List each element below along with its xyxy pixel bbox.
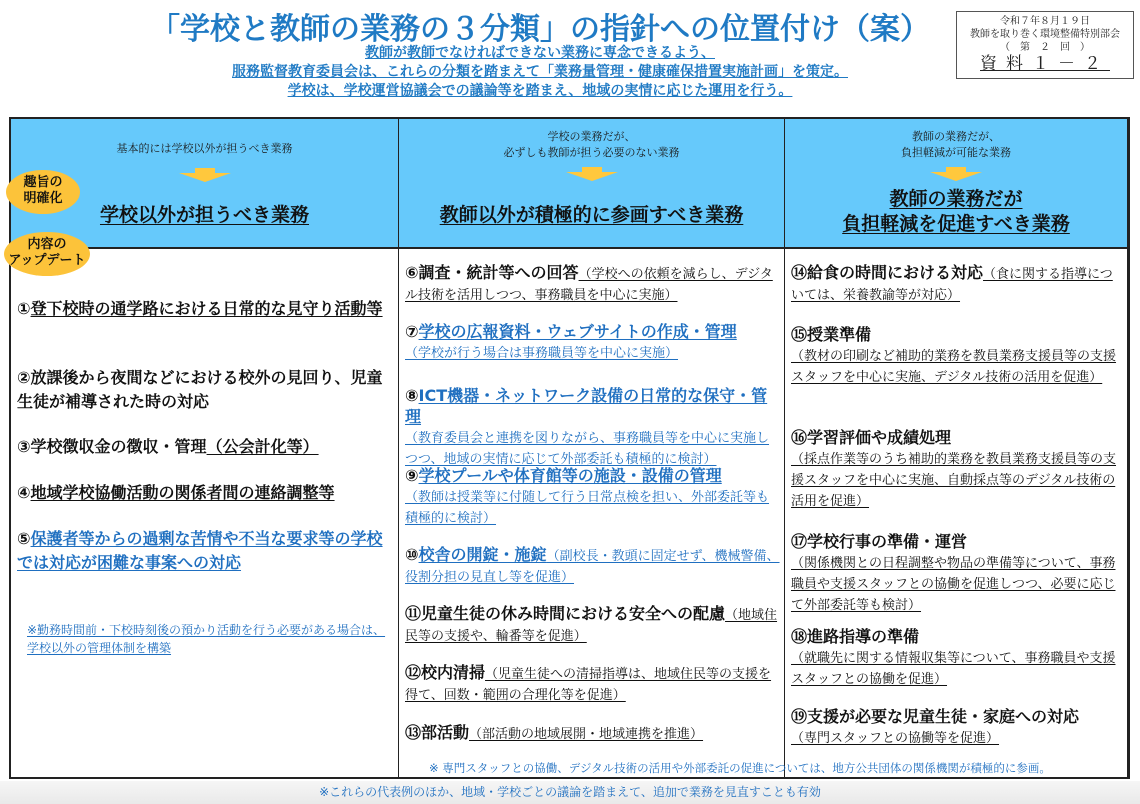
down-arrow-icon	[926, 167, 986, 181]
subtitle-line: 学校は、学校運営協議会での議論等を踏まえ、地域の実情に応じた運用を行う。	[287, 83, 793, 99]
list-item: ⑫校内清掃（児童生徒への清掃指導は、地域住民等の支援を得て、回数・範囲の合理化等を促進）	[405, 663, 772, 703]
list-item: ⑲支援が必要な児童生徒・家庭への対応 （専門スタッフとの協働等を促進）	[791, 707, 1080, 746]
classification-table	[9, 117, 1130, 779]
column-heading: 教師の業務だが 負担軽減を促進すべき業務	[842, 188, 1070, 235]
meta-committee: 教師を取り巻く環境整備特別部会	[970, 29, 1120, 40]
list-item: ⑰学校行事の準備・運営 （関係機関との日程調整や物品の準備等について、事務職員や支援スタッフとの協働を促進しつつ、必要に応じて外部委託等も検討）	[791, 532, 1116, 613]
list-item: ⑪児童生徒の休み時間における安全への配慮（地域住民等の支援や、輪番等を促進）	[405, 604, 778, 644]
column-subheading: 教師の業務だが、	[912, 130, 1000, 143]
list-item: ⑦学校の広報資料・ウェブサイトの作成・管理 （学校が行う場合は事務職員等を中心に実施）	[405, 322, 737, 361]
page-title: 「学校と教師の業務の３分類」の指針への位置付け（案）	[150, 12, 930, 47]
column-non-teacher	[399, 119, 785, 777]
document-meta-box	[956, 11, 1134, 79]
column-subheading: 学校の業務だが、	[547, 130, 636, 143]
list-item: ②放課後から夜間などにおける校外の見回り、児童生徒が補導された時の対応	[17, 368, 383, 411]
column-heading: 教師以外が積極的に参画すべき業務	[439, 204, 744, 226]
list-item: ⑱進路指導の準備 （就職先に関する情報収集等について、事務職員や支援スタッフとの協働を促進）	[791, 627, 1116, 687]
list-item: ⑮授業準備 （教材の印刷など補助的業務を教員業務支援員等の支援スタッフを中心に実施、デジタル技術の活用を促進）	[791, 325, 1117, 385]
bottom-note: ※ 専門スタッフとの協働、デジタル技術の活用や外部委託の促進については、地方公共団体の関係機関が積極的に参画。	[429, 761, 1051, 775]
column-subheading: 負担軽減が可能な業務	[901, 146, 1011, 159]
down-arrow-icon	[175, 168, 235, 182]
subtitle-line: 教師が教師でなければできない業務に専念できるよう、	[365, 45, 715, 61]
list-item: ①登下校時の通学路における日常的な見守り活動等	[17, 299, 383, 318]
list-item: ⑬部活動（部活動の地域展開・地域連携を推進）	[405, 723, 704, 742]
list-item: ⑧ICT機器・ネットワーク設備の日常的な保守・管理 （教育委員会と連携を図りながら、事務職員等を中心に実施しつつ、地域の実情に応じて外部委託も積極的に検討）	[405, 386, 770, 467]
column-outside-school	[11, 119, 399, 777]
column-teacher-burden	[785, 119, 1128, 777]
list-item: ⑯学習評価や成績処理 （採点作業等のうち補助的業務を教員業務支援員等の支援スタッフを中心に実施、自動採点等のデジタル技術の活用を促進）	[791, 428, 1117, 509]
list-item: ⑤保護者等からの過剰な苦情や不当な要求等の学校では対応が困難な事案への対応	[17, 529, 383, 572]
list-item: ⑥調査・統計等への回答（学校への依頼を減らし、デジタル技術を活用しつつ、事務職員を中心に実施）	[405, 263, 773, 303]
subtitle	[120, 44, 960, 101]
down-arrow-icon	[562, 167, 622, 181]
meta-doc-id: 資料１－２	[980, 54, 1110, 74]
badge-update: 内容の アップデート	[4, 232, 90, 276]
column-subheading: 必ずしも教師が担う必要のない業務	[503, 146, 680, 159]
list-item: ⑭給食の時間における対応（食に関する指導については、栄養教諭等が対応）	[791, 263, 1113, 303]
column-subheading: 基本的には学校以外が担うべき業務	[116, 142, 293, 155]
list-item: ⑨学校プールや体育館等の施設・設備の管理 （教師は授業等に付随して行う日常点検を担い、外部委託等も積極的に検討）	[405, 466, 770, 526]
list-item: ④地域学校協働活動の関係者間の連絡調整等	[17, 483, 335, 502]
meta-session: （ 第 ２ 回 ）	[1000, 42, 1090, 53]
column-header	[785, 119, 1127, 249]
subtitle-line: 服務監督教育委員会は、これらの分類を踏まえて「業務量管理・健康確保措置実施計画」を策定。	[232, 64, 848, 80]
badge-clarify: 趣旨の 明確化	[6, 170, 80, 214]
meta-date: 令和７年８月１９日	[1000, 16, 1090, 27]
footer-note: ※これらの代表例のほか、地域・学校ごとの議論を踏まえて、追加で業務を見直すことも有効	[0, 781, 1140, 804]
column-heading: 学校以外が担うべき業務	[99, 204, 309, 226]
column-note: ※勤務時間前・下校時刻後の預かり活動を行う必要がある場合は、学校以外の管理体制を構築	[27, 623, 386, 655]
column-header	[399, 119, 784, 249]
list-item: ⑩校舎の開錠・施錠（副校長・教頭に固定せず、機械警備、役割分担の見直し等を促進）	[405, 545, 780, 585]
list-item: ③学校徴収金の徴収・管理（公会計化等）	[17, 437, 319, 456]
